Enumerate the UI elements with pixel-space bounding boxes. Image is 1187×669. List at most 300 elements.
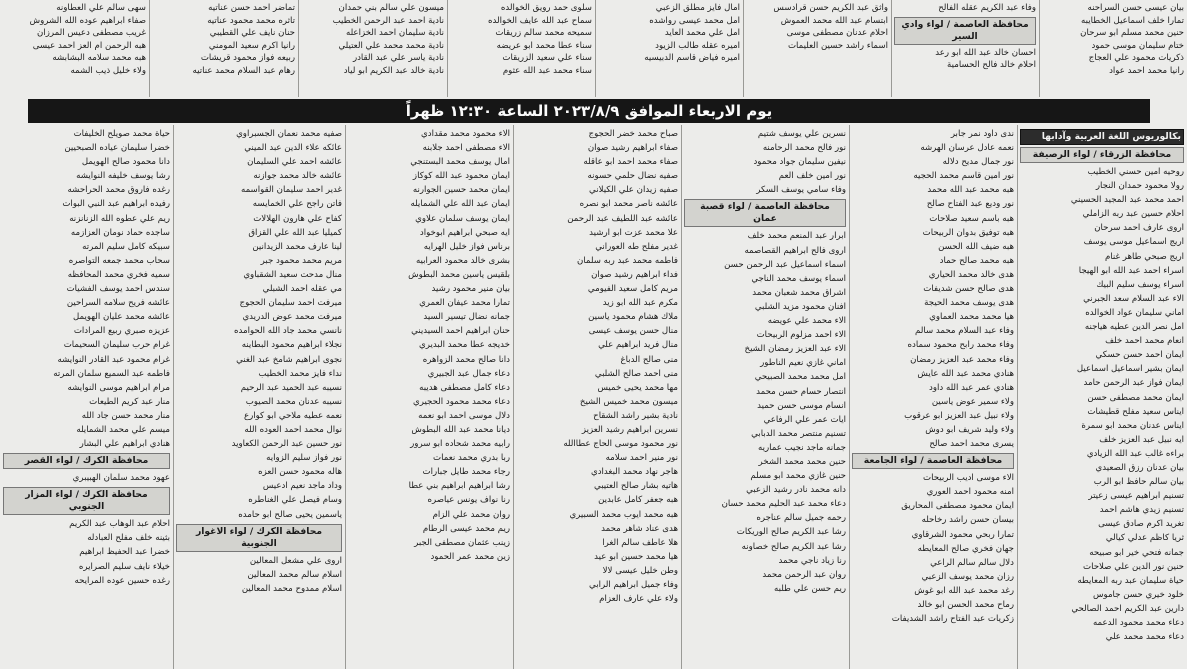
candidate-name: احلام خالد فالح الحسامية bbox=[947, 60, 1036, 71]
candidate-name: جمانه نضال تيسير السيد bbox=[423, 312, 510, 323]
candidate-name: نور فواز سليم الزوايه bbox=[266, 453, 342, 464]
candidate-name: منال حسن يوسف عيسى bbox=[588, 326, 678, 337]
name-column bbox=[891, 0, 1039, 97]
candidate-name: لينا عارف محمد الزيدانين bbox=[252, 241, 342, 252]
candidate-name: مريم كامل سعيد الفيومي bbox=[587, 284, 678, 295]
column-divider bbox=[298, 0, 299, 97]
candidate-name: منار عبد كريم الطيعات bbox=[89, 396, 170, 407]
column-divider bbox=[891, 0, 892, 97]
candidate-name: هبه الرحمن ام العز احمد عيسى bbox=[32, 40, 146, 51]
candidate-name: ميسون علي سالم بني حمدان bbox=[338, 3, 444, 13]
candidate-name: الاء محمد علي عويضه bbox=[767, 316, 846, 327]
candidate-name: حنين محمد محمد الشخر bbox=[758, 456, 846, 467]
region-heading: محافظة العاصمة / لواء قصبة عمان bbox=[684, 199, 846, 227]
candidate-name: الاء احمد مزلوم الربيحات bbox=[756, 330, 846, 341]
candidate-name: حياة محمد صويلح الخليفات bbox=[73, 129, 170, 139]
candidate-name: سلوى حمد رويق الخوالده bbox=[500, 3, 592, 13]
candidate-name: عهود محمد سلمان الهبيبري bbox=[72, 473, 170, 484]
column-divider bbox=[1039, 0, 1040, 97]
candidate-name: احلام عبد الوهاب عبد الكريم bbox=[69, 519, 170, 530]
candidate-name: رولا محمود حمدان النجار bbox=[1095, 181, 1184, 192]
candidate-name: دارين عبد الكريم احمد الصالحي bbox=[1071, 603, 1184, 614]
candidate-name: نجلاء ابراهيم محمود البطاينه bbox=[241, 340, 342, 351]
region-heading: محافظة العاصمة / لواء الجامعة bbox=[852, 453, 1014, 469]
candidate-name: ايمان احمد حسن حسكي bbox=[1095, 350, 1184, 361]
candidate-name: ولاء خليل ذيب الشمه bbox=[70, 65, 146, 76]
candidate-name: هبه باسم سعيد صلاحات bbox=[929, 213, 1014, 224]
candidate-name: نداء فايز محمد الخطيب bbox=[258, 368, 342, 379]
candidate-name: رهام عبد السلام محمد عناتيه bbox=[192, 65, 295, 76]
candidate-name: رزان محمد يوسف الزعبي bbox=[921, 571, 1014, 582]
candidate-name: جمانه فتحي خير ابو صبيحه bbox=[1089, 547, 1184, 558]
candidate-name: هنادي عمر عبد الله داود bbox=[929, 382, 1014, 393]
candidate-name: نور حسين عبد الرحمن الكعاويد bbox=[231, 439, 342, 450]
candidate-name: ياسمين يحيى صالح ابو حامده bbox=[238, 509, 342, 520]
candidate-name: ايه صبحي ابراهيم ابوخواد bbox=[419, 227, 510, 238]
candidate-name: احمد محمد عبد المجيد الحسيني bbox=[1070, 195, 1184, 206]
column-divider bbox=[345, 125, 346, 669]
candidate-name: ميسون محمد خميس الشيخ bbox=[579, 396, 678, 407]
candidate-name: ايمان محمد حسين الجوارنه bbox=[412, 185, 510, 196]
candidate-name: نيفين سليمان جواد محمود bbox=[753, 157, 846, 168]
candidate-name: امال يوسف محمد البستنجي bbox=[410, 157, 510, 168]
candidate-name: دانا محمود صالح الهويمل bbox=[81, 157, 170, 168]
candidate-name: ريم حسن علي طلبه bbox=[774, 583, 846, 594]
candidate-name: نسرين ابراهيم رشيد العزيز bbox=[581, 424, 678, 435]
candidate-name: دلال سالم سالم الراعي bbox=[930, 557, 1014, 568]
column-divider bbox=[447, 0, 448, 97]
name-column bbox=[447, 0, 595, 97]
candidate-name: ايمان عبد الله علي الشمايله bbox=[410, 199, 510, 210]
candidate-name: هدى صالح حسن شديفات bbox=[923, 284, 1014, 295]
candidate-name: هنادي محمد عبد الله عايش bbox=[917, 368, 1014, 379]
candidate-name: هدى خالد محمد الحياري bbox=[928, 269, 1014, 280]
candidate-name: بثينه خلف مفلح العبادله bbox=[87, 533, 170, 544]
candidate-name: خضرا عبد الحفيظ ابراهيم bbox=[79, 547, 170, 558]
candidate-name: نور محمود موسى الحاج عطاالله bbox=[563, 439, 678, 450]
candidate-name: غريب مصطفى دعيس المرزان bbox=[37, 28, 146, 39]
candidate-name: ولاء علي عارف العزام bbox=[599, 594, 678, 605]
candidate-name: ايناس سعيد مفلح قطيشات bbox=[1087, 406, 1184, 417]
candidate-name: رابيه محمد شحاده ابو سرور bbox=[410, 439, 510, 450]
candidate-name: اسراء احمد عبد الله ابو الهيجا bbox=[1078, 265, 1184, 276]
candidate-name: ايات عمر علي الرفاعي bbox=[763, 414, 846, 425]
candidate-name: دعاء محمد محمود الحجيري bbox=[413, 396, 510, 407]
candidate-name: نادية سليمان احمد الخزاعله bbox=[345, 28, 444, 39]
candidate-name: رنا زياد ناجي محمد bbox=[778, 555, 846, 566]
candidate-name: عائشه خالد محمد جوازنه bbox=[253, 171, 342, 182]
candidate-name: ربيعه فواز محمود قريشات bbox=[200, 53, 295, 64]
candidate-name: ايمان محمد مصطفى حسن bbox=[1087, 392, 1184, 403]
region-heading: بكالوريوس اللغة العربية وآدابها bbox=[1020, 129, 1184, 145]
candidate-name: مريم محمد محمود جبر bbox=[260, 255, 342, 266]
candidate-name: هبه ضيف الله الحسن bbox=[938, 241, 1014, 252]
candidate-name: ايمان يوسف سلمان علاوي bbox=[415, 213, 510, 224]
candidate-name: رشا يوسف خليفه النوايشه bbox=[76, 171, 170, 182]
candidate-name: خيلاء نايف سليم الصرايره bbox=[78, 561, 170, 572]
candidate-name: نادية بشير راشد الشقاح bbox=[593, 410, 678, 421]
candidate-name: انعام محمد احمد خلف bbox=[1105, 336, 1184, 347]
name-column bbox=[595, 0, 743, 97]
candidate-name: غدير احمد سليمان القواسمه bbox=[240, 185, 342, 196]
candidate-name: احسان خالد عبد الله ابو رعد bbox=[935, 47, 1036, 58]
candidate-name: اريج اسماعيل موسى يوسف bbox=[1083, 237, 1184, 248]
candidate-name: ذكريات محمود علي العجاج bbox=[1088, 53, 1184, 64]
region-heading: محافظة الكرك / لواء القصر bbox=[3, 453, 170, 469]
candidate-name: غرام محمود عبد القادر النوايشه bbox=[57, 354, 170, 365]
candidate-name: سماح عبد الله عايف الخوالده bbox=[488, 15, 592, 26]
region-heading: محافظة العاصمة / لواء وادي السير bbox=[894, 17, 1036, 45]
candidate-name: وسام فيصل علي الغناطره bbox=[248, 495, 342, 506]
name-column bbox=[298, 0, 447, 97]
candidate-name: احلام حسين عبد ربه الزاملي bbox=[1082, 209, 1184, 220]
name-column bbox=[681, 125, 849, 669]
candidate-name: رشا عبد الكريم صالح خصاونه bbox=[741, 541, 846, 552]
candidate-name: هبه جعفر كامل عابدين bbox=[598, 495, 678, 506]
name-column bbox=[149, 0, 298, 97]
candidate-name: اسراء يوسف سليم البيك bbox=[1096, 279, 1184, 290]
candidate-name: انتصار حسام حسن محمد bbox=[756, 386, 846, 397]
candidate-name: عزيزه صبري ربيع المرادات bbox=[73, 326, 170, 337]
candidate-name: عائشه عبد اللطيف عبد الرحمن bbox=[567, 213, 678, 224]
candidate-name: كفاح علي هارون الهلالات bbox=[253, 213, 342, 224]
column-divider bbox=[173, 125, 174, 669]
candidate-name: حياة سليمان عبد ربه المعايطه bbox=[1077, 575, 1184, 586]
candidate-name: تسنيم زيدي هاشم احمد bbox=[1099, 505, 1184, 516]
candidate-name: منال فريد ابراهيم علي bbox=[598, 340, 678, 351]
candidate-name: عائشه ناصر محمد ابو نصره bbox=[579, 199, 678, 210]
candidate-name: امل علي محمد العايد bbox=[664, 28, 740, 39]
candidate-name: انسام موسى حسن حميد bbox=[757, 400, 846, 411]
candidate-name: نجوى ابراهيم شامخ عبد الغني bbox=[236, 354, 342, 365]
candidate-name: صفاء ابراهيم رشيد صوان bbox=[587, 143, 678, 154]
candidate-name: هيا محمد حسين ابو عيد bbox=[594, 551, 678, 562]
candidate-name: هاتيه بشار صالح العتيبي bbox=[594, 481, 678, 492]
candidate-name: اسماء يوسف محمد الناجي bbox=[751, 273, 846, 284]
exam-day-banner: يوم الاربعاء الموافق ٢٠٢٣/٨/٩ الساعة ١٢:٣٠ ظهراً bbox=[28, 99, 1150, 123]
candidate-name: سناء عطا محمد ابو عريضه bbox=[496, 40, 592, 51]
candidate-name: صفاء محمد احمد ابو عاقله bbox=[583, 157, 678, 168]
candidate-name: عائشه محمد عليان الهويمل bbox=[72, 312, 170, 323]
top-name-band bbox=[0, 0, 1187, 97]
page-edge-left bbox=[0, 97, 28, 125]
name-column bbox=[0, 0, 149, 97]
candidate-name: تمارا خلف اسماعيل الخطايبه bbox=[1081, 15, 1184, 26]
candidate-name: نعمه عطيه ملاحي ابو كوارع bbox=[243, 410, 342, 421]
candidate-name: بشرى خالد محمود العرابيه bbox=[415, 255, 510, 266]
column-divider bbox=[595, 0, 596, 97]
candidate-name: ايمان محمود عبد الله كوكاز bbox=[412, 171, 510, 182]
candidate-name: نادية خالد عبد الكريم ابو لياد bbox=[343, 65, 444, 76]
candidate-name: نسيبه عبد الحميد عبد الرحيم bbox=[240, 382, 342, 393]
candidate-name: بيسان حسن راشد رخاحله bbox=[921, 515, 1014, 526]
candidate-name: دانا صالح محمد الزواهره bbox=[422, 354, 510, 365]
candidate-name: سهى سالم علي العطاونه bbox=[56, 3, 146, 13]
candidate-name: ايمان بشير اسماعيل اسماعيل bbox=[1076, 364, 1184, 375]
candidate-name: عائشه احمد علي السليمان bbox=[247, 157, 342, 168]
candidate-name: سبيكه كامل سليم المرته bbox=[82, 241, 170, 252]
candidate-name: اروى علي مشعل المعالين bbox=[249, 555, 342, 566]
candidate-name: سميه فخري محمد المحافظه bbox=[67, 269, 170, 280]
name-column bbox=[0, 125, 173, 669]
candidate-name: رفيده ابراهيم عبد النبي البوات bbox=[62, 199, 170, 210]
region-heading: محافظة الكرك / لواء المزار الجنوبي bbox=[3, 487, 170, 515]
candidate-name: ثريا كاظم عدلي كيالي bbox=[1105, 533, 1184, 544]
candidate-name: نسرين علي يوسف شتيم bbox=[757, 129, 846, 139]
candidate-name: امل نصر الدين عطيه هياجنه bbox=[1084, 322, 1184, 333]
candidate-name: وفاء عبد السلام محمد سالم bbox=[915, 326, 1014, 337]
candidate-name: اروى فالح ابراهيم القصاصمه bbox=[744, 245, 846, 256]
candidate-name: خديجه عطا محمد البديري bbox=[419, 340, 510, 351]
candidate-name: هبه محمد ايوب محمد السبيري bbox=[569, 509, 678, 520]
candidate-name: نور امين خلف العم bbox=[778, 171, 846, 182]
name-column bbox=[513, 125, 681, 669]
candidate-name: صفاء ابراهيم عوده الله الشروش bbox=[29, 15, 146, 26]
candidate-name: عائكه علاء الدين عبد الميني bbox=[244, 143, 342, 154]
candidate-name: فاطمه محمد عبد ربه سلمان bbox=[576, 255, 678, 266]
candidate-name: صفيه نضال حلمي حسونه bbox=[587, 171, 678, 182]
candidate-name: اشراق محمد شعبان محمد bbox=[752, 287, 846, 298]
candidate-name: هبه محمد عبد الله محمد bbox=[927, 185, 1014, 196]
candidate-name: اماني سليمان عواد الخوالده bbox=[1085, 307, 1184, 318]
candidate-name: جهان فخري صالح المعايطه bbox=[917, 543, 1014, 554]
candidate-name: ابتسام عبد الله محمد العموش bbox=[780, 15, 888, 26]
candidate-name: نوال محمد احمد العوده الله bbox=[244, 424, 342, 435]
candidate-name: وطن خليل عيسى لالا bbox=[602, 565, 678, 576]
candidate-name: ندى داود نمر جابر bbox=[950, 129, 1014, 139]
candidate-name: الاء عبد العزيز رمضان الشيخ bbox=[744, 344, 846, 355]
candidate-name: نانسي محمد جاد الله الحوامده bbox=[233, 326, 342, 337]
candidate-name: ديانا محمد عبد الله البطوش bbox=[411, 424, 510, 435]
name-column bbox=[743, 0, 891, 97]
candidate-name: ميرفت احمد سليمان الحجوج bbox=[239, 298, 342, 309]
candidate-name: اسلام ممدوح محمد المعالين bbox=[241, 583, 342, 594]
candidate-name: فداء ابراهيم رشيد صوان bbox=[591, 269, 678, 280]
candidate-name: خضرا سليمان عياده الصبحيين bbox=[64, 143, 170, 154]
candidate-name: الاء مصطفى احمد جلابنه bbox=[422, 143, 510, 154]
candidate-name: واثق عبد الكريم حسن قرادسس bbox=[773, 3, 888, 13]
candidate-name: وفاء عبد الكريم عقله الفالح bbox=[938, 3, 1036, 13]
candidate-name: نور جمال مديح دلاله bbox=[942, 157, 1014, 168]
candidate-name: بيان عيسى حسن السراحنه bbox=[1087, 3, 1184, 13]
candidate-name: رشا عبد الكريم صالح الوريكات bbox=[736, 527, 846, 538]
column-divider bbox=[849, 125, 850, 669]
candidate-name: حنان ابراهيم احمد السيديني bbox=[411, 326, 510, 337]
column-divider bbox=[513, 125, 514, 669]
candidate-name: نسيبه عدنان محمد الصيوب bbox=[245, 396, 342, 407]
candidate-name: الاء موسى اديب الربيحات bbox=[923, 473, 1014, 484]
candidate-name: رماح محمد الحسن ابو خالد bbox=[917, 600, 1014, 610]
candidate-name: مي عقله احمد الشبلي bbox=[262, 284, 342, 295]
candidate-name: تسنيم منتصر محمد الدبابي bbox=[751, 428, 846, 439]
candidate-name: الاء عبد السلام سعد الجبرني bbox=[1083, 293, 1184, 304]
candidate-name: دعاء جمال عبد الجبيري bbox=[427, 368, 510, 379]
candidate-name: تغريد اكرم صادق عيسى bbox=[1098, 519, 1184, 530]
candidate-name: ختام سليمان موسى حمود bbox=[1091, 40, 1184, 51]
candidate-name: ميسم علي محمد الشمايله bbox=[76, 424, 170, 435]
candidate-name: ولاء نبيل عبد العزيز ابو عرقوب bbox=[904, 410, 1014, 421]
candidate-name: اسماء اسماعيل عبد الرحمن حسن bbox=[724, 259, 846, 270]
candidate-name: خلود خيري حسن جاموس bbox=[1093, 589, 1184, 600]
candidate-name: تماضر احمد حسن عناتيه bbox=[208, 3, 295, 13]
candidate-name: امنه محمود احمد العوري bbox=[926, 487, 1014, 498]
candidate-name: وداد ماجد نعيم ادعيس bbox=[262, 481, 342, 492]
candidate-name: هبه توفيق بدوان الربيحات bbox=[922, 227, 1014, 238]
candidate-name: سميحه محمد سالم زريقات bbox=[495, 28, 592, 39]
candidate-name: اروى عارف احمد سرحان bbox=[1094, 223, 1184, 234]
candidate-name: وفاء محمد عبد العزيز رمضان bbox=[910, 354, 1014, 365]
candidate-name: مكرم عبد الله ابو زيد bbox=[602, 298, 678, 309]
column-divider bbox=[743, 0, 744, 97]
candidate-name: احلام عدنان مصطفى موسى bbox=[786, 28, 888, 39]
candidate-name: رغده فاروق محمد الحراحشه bbox=[67, 185, 170, 196]
candidate-name: هلا عاطف سالم الغرا bbox=[602, 537, 678, 548]
candidate-name: جمانه ماجد نجيب عماريه bbox=[758, 442, 846, 453]
candidate-name: براءه غالب عبد الله الزيادي bbox=[1086, 448, 1184, 459]
bottom-name-band bbox=[0, 125, 1187, 669]
candidate-name: هيا محمد محمد العماوي bbox=[929, 312, 1014, 323]
candidate-name: دعاء كامل مصطفى هديبه bbox=[419, 382, 510, 393]
candidate-name: وفاء محمد رابح محمود سماده bbox=[907, 340, 1014, 351]
region-heading: محافظة الزرقاء / لواء الرصيفة bbox=[1020, 147, 1184, 163]
page-edge-right bbox=[1150, 97, 1187, 125]
candidate-name: تمارا محمد عيفان العمري bbox=[419, 298, 510, 309]
candidate-name: حنان نايف علي القطيبي bbox=[209, 28, 295, 39]
candidate-name: هاجر نهاد محمد البغدادي bbox=[590, 467, 678, 478]
candidate-name: حنين نور الدين علي صلاحات bbox=[1083, 561, 1184, 572]
candidate-name: نادية احمد عبد الرحمن الخطيب bbox=[332, 15, 444, 26]
column-divider bbox=[1017, 125, 1018, 669]
region-heading: محافظة الكرك / لواء الاغوار الجنوبية bbox=[176, 524, 342, 552]
candidate-name: ملاك هشام محمود ياسين bbox=[588, 312, 678, 323]
candidate-name: منى احمد صالح الشلبي bbox=[594, 368, 678, 379]
candidate-name: حنين غازي محمد ابو مسلم bbox=[750, 471, 846, 482]
candidate-name: مرام ابراهيم موسى النوايشه bbox=[67, 382, 170, 393]
candidate-name: غرام حرب سليمان السحيمات bbox=[63, 340, 170, 351]
name-column bbox=[1017, 125, 1187, 669]
candidate-name: روان عبد الرحمن محمد bbox=[762, 569, 846, 580]
candidate-name: ساجده حماد نومان العزازمه bbox=[70, 227, 170, 238]
candidate-name: رحمه جميل سالم عناجره bbox=[756, 513, 846, 524]
candidate-name: ايمان محمود مصطفى المحاريق bbox=[901, 501, 1014, 512]
candidate-name: رانيا اكرم سعيد المومني bbox=[208, 40, 295, 51]
name-column bbox=[849, 125, 1017, 669]
candidate-name: افنان محمود مزيد الشلبي bbox=[754, 301, 846, 312]
candidate-name: هبه محمد صالح حماد bbox=[939, 255, 1014, 266]
candidate-name: ايمان فواز عبد الرحمن حامد bbox=[1083, 378, 1184, 389]
candidate-name: دلال موسى احمد ابو نعمه bbox=[418, 410, 510, 421]
candidate-name: هبه محمد سلامه البشابشه bbox=[52, 53, 146, 64]
candidate-name: فاتن راجح علي الخمايسه bbox=[252, 199, 342, 210]
candidate-name: سناء علي سعيد الزريقات bbox=[502, 53, 592, 64]
candidate-name: ابرار عبد المنعم محمد خلف bbox=[747, 231, 846, 242]
candidate-name: عائشه فريح سلامه السراحين bbox=[66, 298, 170, 309]
candidate-name: تاثره محمد محمود عناتيه bbox=[207, 15, 295, 26]
candidate-name: حنين محمد مسلم ابو سرحان bbox=[1080, 28, 1184, 39]
candidate-name: نور فالح محمد الرحامنه bbox=[762, 143, 846, 154]
candidate-name: الاء محمود محمد مقدادي bbox=[421, 129, 510, 139]
candidate-name: سندس احمد يوسف الفشيات bbox=[66, 284, 170, 295]
candidate-name: برناس فواز خليل الهرايه bbox=[423, 241, 510, 252]
candidate-name: نادية محمد محمد علي العتيلي bbox=[338, 40, 444, 51]
candidate-name: تمارا ربحي محمود الشرقاوي bbox=[911, 529, 1014, 540]
candidate-name: ايه نبيل عبد العزيز خلف bbox=[1099, 434, 1184, 445]
candidate-name: امل محمد محمد الصبيحي bbox=[754, 372, 846, 383]
candidate-name: صفيه محمد نعمان الجسبراوي bbox=[236, 129, 342, 139]
candidate-name: نور منير احمد سلامه bbox=[605, 453, 678, 464]
candidate-name: ايناس عدنان محمد ابو سمرة bbox=[1081, 420, 1184, 431]
candidate-name: منى صالح الدباغ bbox=[620, 354, 678, 365]
candidate-name: اماني غازي نعيم الناطور bbox=[760, 358, 846, 369]
candidate-name: صباح محمد خضر الحجوج bbox=[588, 129, 678, 139]
candidate-name: امال فايز مطلق الزعبي bbox=[655, 3, 740, 13]
candidate-name: ريم محمد عيسى الرطام bbox=[422, 523, 510, 534]
candidate-name: يسرى محمد احمد صالح bbox=[929, 439, 1014, 450]
candidate-name: زينب عثمان مصطفى الجبر bbox=[414, 537, 510, 548]
candidate-name: نور امين قاسم محمد الحجيه bbox=[913, 171, 1014, 182]
candidate-name: وفاء سامي يوسف السكر bbox=[756, 185, 846, 196]
candidate-name: روان محمد علي الزام bbox=[432, 509, 510, 520]
candidate-name: سناء محمد عبد الله عثوم bbox=[502, 65, 592, 76]
candidate-name: بيان منير محمود رشيد bbox=[431, 284, 510, 295]
candidate-name: اميره فياض قاسم الدبيسيه bbox=[644, 53, 740, 64]
candidate-name: زين محمد عمر الحمود bbox=[430, 551, 510, 562]
name-column bbox=[1039, 0, 1187, 97]
candidate-name: ميرفت محمد عوض الدريدي bbox=[242, 312, 342, 323]
candidate-name: رشا ابراهيم ابراهيم بني عطا bbox=[408, 481, 510, 492]
candidate-name: هدى عناد شاهر محمد bbox=[601, 523, 678, 534]
candidate-name: نور وديع عبد الفتاح صالح bbox=[926, 199, 1014, 210]
candidate-name: علا محمد عزت ابو ارشيد bbox=[589, 227, 678, 238]
column-divider bbox=[149, 0, 150, 97]
candidate-name: دانه محمد نادر رشيد الزعبي bbox=[746, 485, 846, 496]
candidate-name: اسماء راشد حسين العليمات bbox=[787, 40, 888, 51]
candidate-name: نادية ياسر علي عبد القادر bbox=[352, 53, 444, 64]
candidate-name: هدى يوسف محمد الحيجة bbox=[924, 298, 1014, 309]
candidate-name: رانيا محمد احمد عواد bbox=[1109, 65, 1184, 76]
name-column bbox=[173, 125, 345, 669]
candidate-name: بيان عدنان رزق الصعيدي bbox=[1095, 462, 1184, 473]
candidate-name: دعاء محمد عبد الحليم محمد حسان bbox=[721, 499, 846, 510]
candidate-name: ولاء وليد شريف ابو دوش bbox=[925, 424, 1014, 435]
candidate-name: بلقيس ياسين محمد البطوش bbox=[408, 269, 510, 280]
candidate-name: ربا بدري محمد نعمات bbox=[433, 453, 510, 464]
candidate-name: اسلام سالم محمد المعالين bbox=[247, 569, 342, 580]
candidate-name: كميليا عبد الله علي القزاق bbox=[248, 227, 342, 238]
candidate-name: رجاء محمد طايل جبارات bbox=[422, 467, 510, 478]
name-column bbox=[345, 125, 513, 669]
candidate-name: فاطمه عبد السميع سلمان المرته bbox=[53, 368, 170, 379]
candidate-name: هنادي ابراهيم علي البشار bbox=[79, 439, 170, 450]
candidate-name: رغده حسين عوده المرايحه bbox=[74, 575, 170, 586]
candidate-name: سحاب محمد جمعه التواصره bbox=[68, 255, 170, 266]
candidate-name: ريم علي عطوه الله الزنانزنه bbox=[69, 213, 170, 224]
candidate-name: مها محمد يحيى خميس bbox=[597, 382, 678, 393]
candidate-name: منال مدحت سعيد الشقباوي bbox=[243, 269, 342, 280]
candidate-name: هاله محمود حسن العزه bbox=[258, 467, 342, 478]
candidate-name: ولاء سمير عوض ياسين bbox=[931, 396, 1014, 407]
candidate-name: دعاء محمد محمد علي bbox=[1105, 632, 1184, 643]
candidate-name: اريج صبحي طاهر غنام bbox=[1104, 251, 1184, 262]
candidate-name: زكريات عبد الفتاح راشد الشديفات bbox=[891, 614, 1014, 625]
candidate-name: روحيه امين حسني الخطيب bbox=[1087, 167, 1184, 177]
candidate-name: امل محمد عيسى رواشده bbox=[649, 15, 740, 26]
candidate-name: نعمه عادل عرسان الهرشه bbox=[920, 143, 1014, 154]
candidate-name: اميره عقله طالب الزيود bbox=[655, 40, 740, 51]
candidate-name: رنا نواف يونس عياصره bbox=[427, 495, 510, 506]
candidate-name: منار محمد حسن جاد الله bbox=[81, 410, 170, 421]
column-divider bbox=[681, 125, 682, 669]
